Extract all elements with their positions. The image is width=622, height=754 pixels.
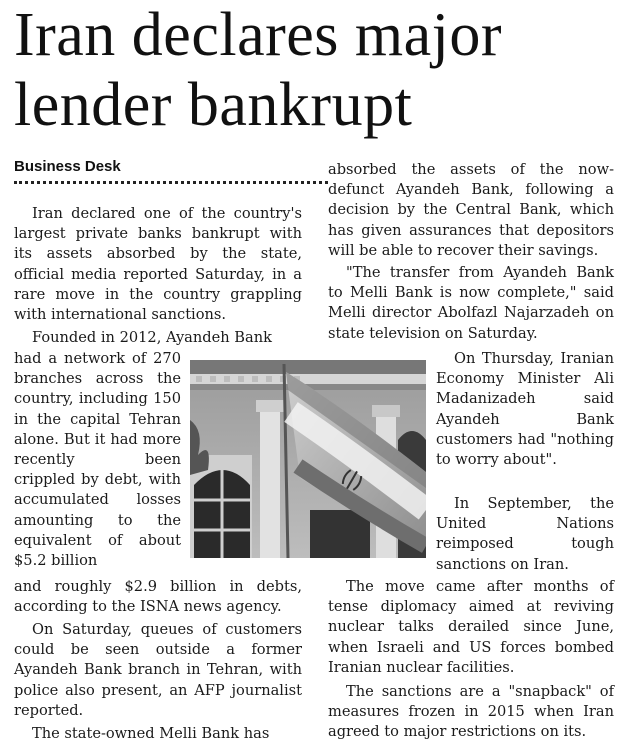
col2-paragraph-1: absorbed the assets of the now-defunct Ayandeh Bank, following a decision by the Central Bank, which has given assurances that depositors will be able to recover their savings. [328,161,614,259]
col1-paragraph-1: Iran declared one of the country's largest private banks bankrupt with its assets absorbed by the state, official media reported Saturday, in a rare move in the country grappling with international sanctions. [14,205,302,324]
col1-paragraph-2-wrap: had a network of 270 branches across the country, including 150 in the capital Tehran alone. But it had more recently been crippled by debt, with accumulated losses amounting to the equivalent of about $5.2 billion [14,350,181,570]
section-label: Business Desk [14,158,121,175]
col2-paragraph-6: The sanctions are a "snapback" of measures frozen in 2015 when Iran agreed to major restrictions on its. [328,683,614,741]
headline [14,0,614,140]
headline-line-1: Iran declares major [14,1,503,69]
col2-paragraph-2: "The transfer from Ayandeh Bank to Melli Bank is now complete," said Melli director Abolfazl Najarzadeh on state television on Saturday. [328,264,614,342]
flag-photo-icon [190,360,426,558]
col1-paragraph-4: The state-owned Melli Bank has [32,725,270,742]
col1-paragraph-2-intro: Founded in 2012, Ayandeh Bank [32,329,272,346]
col1-paragraph-3: On Saturday, queues of customers could be seen outside a former Ayandeh Bank branch in Tehran, with police also present, an AFP journalist reported. [14,621,302,719]
col2-paragraph-5: The move came after months of tense diplomacy aimed at reviving nuclear talks derailed since June, when Israeli and US forces bombed Iranian nuclear facilities. [328,578,614,676]
col2-paragraph-3: On Thursday, Iranian Economy Minister Ali Madanizadeh said Ayandeh Bank customers had "nothing to worry about". [436,350,614,469]
headline-line-2: lender bankrupt [14,71,413,139]
col1-paragraph-2-end: and roughly $2.9 billion in debts, according to the ISNA news agency. [14,578,302,616]
iran-flag-building-photo [190,360,426,558]
dotted-divider [14,181,328,184]
col2-paragraph-4: In September, the United Nations reimposed tough sanctions on Iran. [436,495,614,573]
